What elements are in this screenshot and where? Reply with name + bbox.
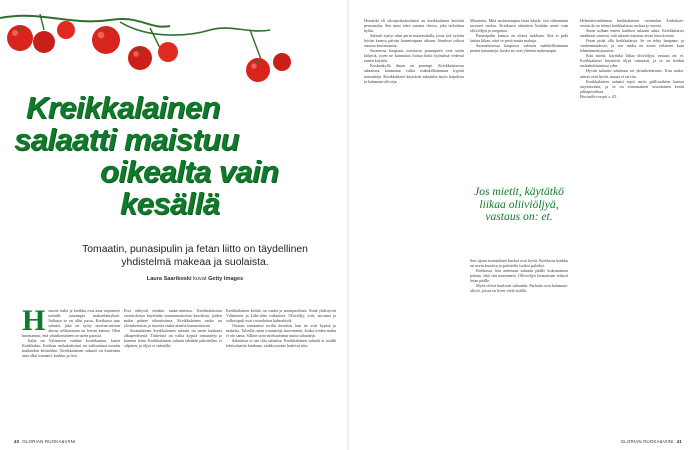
paragraph: Suomalaisessa kaupassa valitsen mahdollisimman pieniä tomaatteja, koska ne ovat yleensä makeampia. xyxy=(470,43,568,54)
paragraph: Sen sijaan suomalaiset kurkut ovat hyviä. Kreikassa kurkku on usein kuorittu ja paloiteltu isoiksi paloiksi. xyxy=(470,258,568,269)
paragraph: Erot näkyvät etenkin raaka-aineissa. Kreikkalaisissa ravintoloissa käytetään maustamattomia kasviksia, joiden maku pääsee oikeuksiinsa. Kreikkalainen ruoka on yksinkertaista ja tuoreita raaka-aineita kunnioittavaa. xyxy=(124,308,222,329)
magazine-title-right: GLORIAN RUOKA&VIINI xyxy=(620,439,674,444)
paragraph: Helmiäisvanhinnan kreikkalainen ravintolan Zorbakset-ravintola on tehnyt kreikkalaista ruokaa jo vuosia. xyxy=(580,18,684,29)
byline-photo-label: kuvat xyxy=(193,276,207,282)
recipe-reference xyxy=(580,94,684,99)
paragraph: Suomessa kaupasta ostettavat punasipulit ovat usein kitkeriä, joten ne kannattaa liottaa hetki kylmässä vedessä ennen käyttöä. xyxy=(364,48,464,64)
paragraph: Koskenkyllä ilman on parempi. Kreikkalaisessa salaatissa kannattaa valita mahdollisimman kypsiä tomaatteja. Kreikkalaiset käyttävät salaattiin myös kapriksia ja kalamata-oliiveja. xyxy=(364,63,464,84)
left-column-3 xyxy=(226,308,336,348)
headline-line-3: oikealta vain xyxy=(100,154,279,189)
deck-text: Tomaatin, punasipulin ja fetan liitto on täydellinen yhdistelmä makeaa ja suolaista. xyxy=(82,244,308,268)
paragraph: Kreikassa feta asetetaan salaatin päälle kokonaisena palana, eikä sitä murenneta. Oliiviöljyä lorautetaan reilusti fetan päälle. xyxy=(470,268,568,284)
paragraph: Sinne tullaan ennen kaikkea salaatin takia. Kreikkalaiset asiakkaat sanovat, että salaatti maistuu aivan kuin kotona. xyxy=(580,28,684,39)
pull-quote: Jos mietit, käytätkö liikaa oliiviöljyä, vastaus on: et. xyxy=(474,185,564,224)
paragraph: Horiatiki eli talonpoikaissalaatti on kreikkalaisen keittiön perusruoka. Sen nimi tulee sanasta chorio, joka tarkoittaa kylää. xyxy=(364,18,464,34)
folio-right xyxy=(621,439,682,444)
drop-cap: H xyxy=(22,304,46,337)
left-column-1 xyxy=(22,304,120,359)
paragraph: Kun mietit, käytätkö liikaa oliiviöljyä, vastaus on: et. Kreikkalaiset käyttävät öljyä runsaasti, ja se on heidän ruokakulttuurinsa ydin. xyxy=(580,53,684,69)
headline-line-1: Kreikkalainen xyxy=(26,90,220,125)
page-number-left: 40 xyxy=(14,439,20,444)
left-column-2 xyxy=(124,308,222,348)
paragraph: Salaatti syntyi alun perin maaseudulla, jossa sitä syötiin leivän kanssa päivän kuumimpaan aikaan. Ainekset tulivat omasta kasvimaasta. xyxy=(364,33,464,49)
paragraph: Kreikkalainen salaatti sopii myös grilliruokien kanssa tarjottavaksi, ja se on erinomainen seuralainen kesän juhlapöydässä. xyxy=(580,78,684,94)
magazine-title-left: GLORIAN RUOKA&VIINI xyxy=(22,439,76,444)
folio-left xyxy=(14,439,75,444)
headline-line-2: salaatti maistuu xyxy=(14,122,239,157)
byline-photo-credit: Getty Images xyxy=(208,276,244,282)
paragraph: Myös oliivit kuuluvat salaattiin. Parhaita ovat kalamata-oliivit, joissa on kivet vielä sisällä. xyxy=(470,283,568,294)
paragraph: Kreikkalainen keittiö on vanha ja monipuolinen. Siinä yhdistyvät Välimeren ja Lähi-idän vaikutteet. Oliiviöljy, yrtit, sitruuna ja valkosipuli ovat ruoanlaiton kulmakiviä. xyxy=(226,308,336,324)
byline-author: Laura Saarikoski xyxy=(146,276,192,282)
right-column-2 xyxy=(470,18,568,53)
paragraph: Fetan pitää olla kreikkalaista. Se on tehty lampaan- ja vuohenmaidosta, ja sen maku on aivan erilainen kuin lehmänmaitojuuston. xyxy=(580,38,684,54)
paragraph: Maustetta. Mitä suolaisempaa fetaa käytät, sitä vähemmän tarvitset suolaa. Kreikassa salaattiin lisätään usein vain oliiviöljyä ja oreganoa. xyxy=(470,18,568,34)
paragraph: Hyvän salaatin salaisuus on yksinkertaisuus. Kun raaka-aineet ovat hyviä, muuta ei tarvita. xyxy=(580,68,684,79)
paragraph-text: imoite italia ja kreikka ovat aina tarjonneet minulle suurimpia makuelämyksiä. Italiassa se on ollut pasta, Kreikassa taas salaatti, joka on syöty taverna-aterian alussa sellaisenaan tai leivän kanssa. Olen huomannut, että yksinkertainen on usein parasta. xyxy=(22,308,120,339)
headline xyxy=(14,92,344,220)
byline xyxy=(60,276,330,282)
paragraph xyxy=(22,304,120,339)
right-column-3 xyxy=(580,18,684,99)
paragraph: Punasipulin kanssa on oltava tarkkana. Sitä ei pidä laittaa liikaa, ettei se peitä muita makuja. xyxy=(470,33,568,44)
paragraph: Italia on Välimeren vanhaa koulukuntaa, kuten Kreikkakin. Kreikan ruokakulttuuri on vaikuttanut moniin muihinkin keittiöihin. Kreikkalainen salaatti on kuitenkin aina ollut tomaatti, kurkku ja feta. xyxy=(22,338,120,359)
recipe-reference-text: Horiatiki-resepti s. 43. xyxy=(580,93,618,99)
page-number-right: 41 xyxy=(676,439,682,444)
right-column-2-lower xyxy=(470,258,568,293)
paragraph: Suomalainen kreikkalainen salaatti on usein kaukana alkuperäisestä. Tärkeintä on valita kypsiä tomaatteja ja kunnon fetaa. Kreikkalainen salaatti tehdään paloitellen, ei silputen, ja öljyä ei säästellä. xyxy=(124,328,222,349)
headline-line-4: kesällä xyxy=(120,186,220,221)
paragraph: Ostatan tomaattini torilta kesäisin, kun ne ovat kypsiä ja makeita. Talvella ostan tomaatteja harvemmin, koska niiden maku ei ole sama. Silloin syön mieluummin muita salaatteja. xyxy=(226,323,336,339)
right-column-1 xyxy=(364,18,464,84)
paragraph: Salaatissa ei saa olla salaattia. Kreikkalainen salaatti ei sisällä lehtisalaattia lainkaan, vaikka monet luulevat niin. xyxy=(226,338,336,349)
